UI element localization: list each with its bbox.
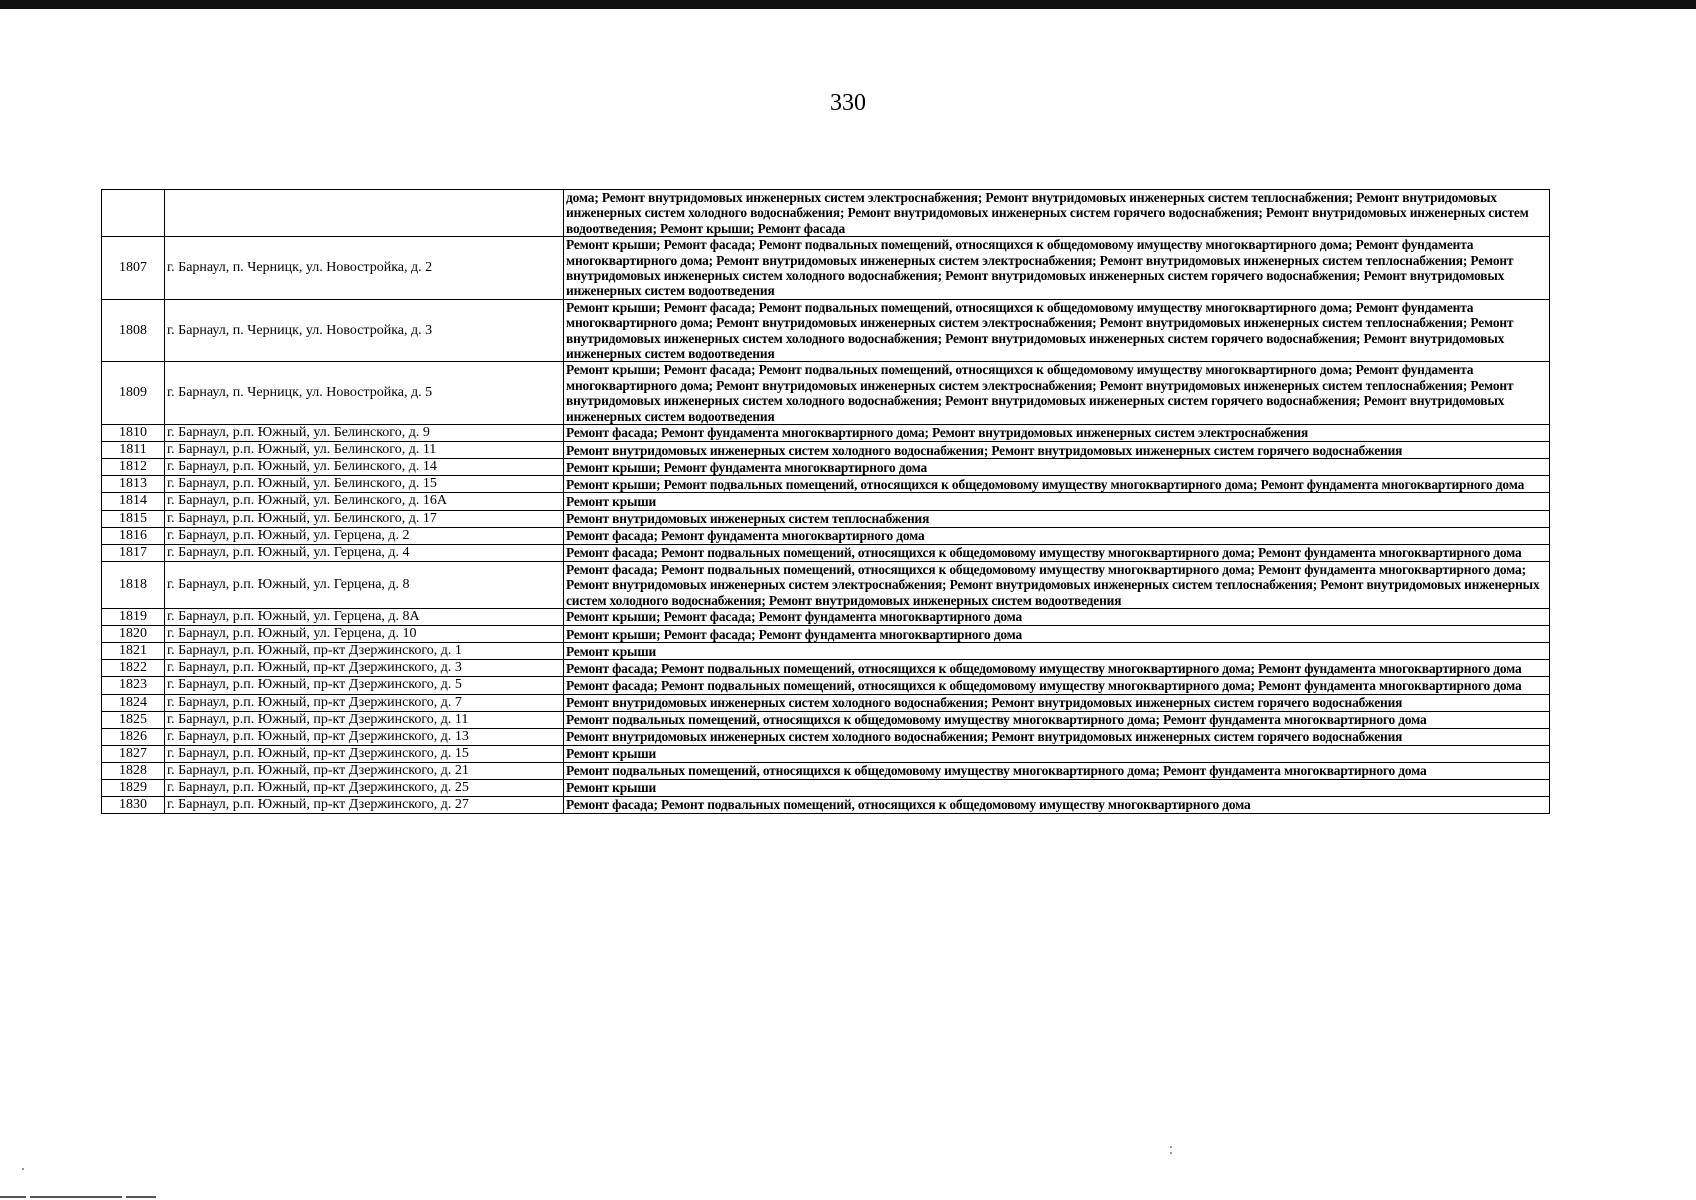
- works-cell: Ремонт фасада; Ремонт подвальных помещений, относящихся к общедомовому имуществу многоквартирного дома; Ремонт фундамента многоквартирного дома: [564, 660, 1550, 677]
- address-cell: г. Барнаул, п. Черницк, ул. Новостройка, д. 2: [165, 237, 564, 300]
- row-number-cell: 1820: [102, 626, 165, 643]
- row-number-cell: 1830: [102, 797, 165, 814]
- address-cell: г. Барнаул, р.п. Южный, ул. Герцена, д. 8А: [165, 609, 564, 626]
- row-number-cell: 1819: [102, 609, 165, 626]
- works-cell: Ремонт крыши; Ремонт фасада; Ремонт подвальных помещений, относящихся к общедомовому имуществу многоквартирного дома; Ремонт фундамента многоквартирного дома; Ремонт внутридомовых инженерных систем электроснабжения; Ремонт внутридомовых инженерных систем теплоснабжения; Ремонт внутридомовых инженерных систем холодного водоснабжения; Ремонт внутридомовых инженерных систем горячего водоснабжения; Ремонт внутридомовых инженерных систем водоотведения: [564, 362, 1550, 425]
- row-number-cell: 1812: [102, 459, 165, 476]
- table-row: [102, 626, 1550, 643]
- address-cell: г. Барнаул, р.п. Южный, ул. Герцена, д. 8: [165, 561, 564, 608]
- works-cell: Ремонт крыши; Ремонт фасада; Ремонт подвальных помещений, относящихся к общедомовому имуществу многоквартирного дома; Ремонт фундамента многоквартирного дома; Ремонт внутридомовых инженерных систем электроснабжения; Ремонт внутридомовых инженерных систем теплоснабжения; Ремонт внутридомовых инженерных систем холодного водоснабжения; Ремонт внутридомовых инженерных систем горячего водоснабжения; Ремонт внутридомовых инженерных систем водоотведения: [564, 299, 1550, 362]
- address-cell: г. Барнаул, р.п. Южный, пр-кт Дзержинского, д. 15: [165, 745, 564, 762]
- row-number-cell: 1816: [102, 527, 165, 544]
- address-cell: г. Барнаул, р.п. Южный, пр-кт Дзержинского, д. 7: [165, 694, 564, 711]
- scan-speck: [1170, 1146, 1172, 1148]
- address-cell: г. Барнаул, р.п. Южный, пр-кт Дзержинского, д. 3: [165, 660, 564, 677]
- table-row: [102, 561, 1550, 608]
- works-cell: Ремонт подвальных помещений, относящихся к общедомовому имуществу многоквартирного дома; Ремонт фундамента многоквартирного дома: [564, 762, 1550, 779]
- row-number-cell: 1821: [102, 643, 165, 660]
- scan-top-border: [0, 0, 1696, 9]
- works-cell: Ремонт фасада; Ремонт подвальных помещений, относящихся к общедомовому имуществу многоквартирного дома; Ремонт фундамента многоквартирного дома; Ремонт внутридомовых инженерных систем электроснабжения; Ремонт внутридомовых инженерных систем теплоснабжения; Ремонт внутридомовых инженерных систем холодного водоснабжения; Ремонт внутридомовых инженерных систем водоотведения: [564, 561, 1550, 608]
- row-number-cell: 1827: [102, 745, 165, 762]
- works-cell: Ремонт внутридомовых инженерных систем холодного водоснабжения; Ремонт внутридомовых инженерных систем горячего водоснабжения: [564, 728, 1550, 745]
- scan-artifact: [0, 1196, 26, 1198]
- row-number-cell: 1826: [102, 728, 165, 745]
- row-number-cell: 1818: [102, 561, 165, 608]
- table-row: [102, 728, 1550, 745]
- works-cell: Ремонт внутридомовых инженерных систем холодного водоснабжения; Ремонт внутридомовых инженерных систем горячего водоснабжения: [564, 694, 1550, 711]
- works-cell: Ремонт крыши: [564, 780, 1550, 797]
- address-cell: г. Барнаул, р.п. Южный, ул. Белинского, д. 15: [165, 476, 564, 493]
- address-cell: г. Барнаул, р.п. Южный, ул. Белинского, д. 9: [165, 425, 564, 442]
- address-cell: г. Барнаул, п. Черницк, ул. Новостройка, д. 5: [165, 362, 564, 425]
- row-number-cell: 1807: [102, 237, 165, 300]
- address-cell: г. Барнаул, р.п. Южный, пр-кт Дзержинского, д. 1: [165, 643, 564, 660]
- works-cell: Ремонт внутридомовых инженерных систем холодного водоснабжения; Ремонт внутридомовых инженерных систем горячего водоснабжения: [564, 442, 1550, 459]
- scan-speck: [22, 1168, 24, 1170]
- address-cell: г. Барнаул, р.п. Южный, пр-кт Дзержинского, д. 11: [165, 711, 564, 728]
- table-row: [102, 237, 1550, 300]
- address-cell: г. Барнаул, р.п. Южный, пр-кт Дзержинского, д. 5: [165, 677, 564, 694]
- table-row: [102, 544, 1550, 561]
- table-row: [102, 442, 1550, 459]
- address-cell: г. Барнаул, р.п. Южный, ул. Белинского, д. 11: [165, 442, 564, 459]
- works-cell: Ремонт крыши; Ремонт фундамента многоквартирного дома: [564, 459, 1550, 476]
- works-cell: Ремонт фасада; Ремонт подвальных помещений, относящихся к общедомовому имуществу многоквартирного дома: [564, 797, 1550, 814]
- row-number-cell: 1808: [102, 299, 165, 362]
- scan-artifact: [126, 1196, 156, 1198]
- address-cell: г. Барнаул, р.п. Южный, ул. Белинского, д. 14: [165, 459, 564, 476]
- works-cell: Ремонт крыши: [564, 643, 1550, 660]
- row-number-cell: 1811: [102, 442, 165, 459]
- table-row: [102, 459, 1550, 476]
- table-row: [102, 510, 1550, 527]
- row-number-cell: 1809: [102, 362, 165, 425]
- works-cell: Ремонт крыши; Ремонт фасада; Ремонт подвальных помещений, относящихся к общедомовому имуществу многоквартирного дома; Ремонт фундамента многоквартирного дома; Ремонт внутридомовых инженерных систем электроснабжения; Ремонт внутридомовых инженерных систем теплоснабжения; Ремонт внутридомовых инженерных систем холодного водоснабжения; Ремонт внутридомовых инженерных систем горячего водоснабжения; Ремонт внутридомовых инженерных систем водоотведения: [564, 237, 1550, 300]
- row-number-cell: 1813: [102, 476, 165, 493]
- table-row: [102, 643, 1550, 660]
- table-row: [102, 609, 1550, 626]
- address-cell: г. Барнаул, р.п. Южный, ул. Герцена, д. 10: [165, 626, 564, 643]
- table-row: [102, 780, 1550, 797]
- table-row: [102, 476, 1550, 493]
- works-cell: Ремонт фасада; Ремонт фундамента многоквартирного дома; Ремонт внутридомовых инженерных систем электроснабжения: [564, 425, 1550, 442]
- address-cell: г. Барнаул, р.п. Южный, ул. Белинского, д. 17: [165, 510, 564, 527]
- row-number-cell: 1828: [102, 762, 165, 779]
- address-cell: г. Барнаул, п. Черницк, ул. Новостройка, д. 3: [165, 299, 564, 362]
- scan-artifact: [30, 1196, 122, 1198]
- works-cell: Ремонт крыши: [564, 493, 1550, 510]
- address-cell: [165, 190, 564, 237]
- address-cell: г. Барнаул, р.п. Южный, пр-кт Дзержинского, д. 13: [165, 728, 564, 745]
- works-cell: Ремонт фасада; Ремонт подвальных помещений, относящихся к общедомовому имуществу многоквартирного дома; Ремонт фундамента многоквартирного дома: [564, 544, 1550, 561]
- table-row: [102, 299, 1550, 362]
- address-cell: г. Барнаул, р.п. Южный, ул. Герцена, д. 4: [165, 544, 564, 561]
- works-cell: Ремонт фасада; Ремонт фундамента многоквартирного дома: [564, 527, 1550, 544]
- address-cell: г. Барнаул, р.п. Южный, ул. Герцена, д. 2: [165, 527, 564, 544]
- table-row: [102, 660, 1550, 677]
- works-cell: Ремонт подвальных помещений, относящихся к общедомовому имуществу многоквартирного дома; Ремонт фундамента многоквартирного дома: [564, 711, 1550, 728]
- scan-speck: [1170, 1152, 1172, 1154]
- works-cell: Ремонт крыши; Ремонт подвальных помещений, относящихся к общедомовому имуществу многоквартирного дома; Ремонт фундамента многоквартирного дома: [564, 476, 1550, 493]
- table-row: [102, 527, 1550, 544]
- table-row: [102, 677, 1550, 694]
- repair-registry-table: [101, 189, 1550, 814]
- row-number-cell: 1817: [102, 544, 165, 561]
- works-cell: Ремонт крыши; Ремонт фасада; Ремонт фундамента многоквартирного дома: [564, 609, 1550, 626]
- table-row: [102, 190, 1550, 237]
- works-cell: Ремонт внутридомовых инженерных систем теплоснабжения: [564, 510, 1550, 527]
- table-row: [102, 797, 1550, 814]
- table-body: [102, 190, 1550, 814]
- row-number-cell: 1829: [102, 780, 165, 797]
- address-cell: г. Барнаул, р.п. Южный, пр-кт Дзержинского, д. 21: [165, 762, 564, 779]
- works-cell: дома; Ремонт внутридомовых инженерных систем электроснабжения; Ремонт внутридомовых инженерных систем теплоснабжения; Ремонт внутридомовых инженерных систем холодного водоснабжения; Ремонт внутридомовых инженерных систем горячего водоснабжения; Ремонт внутридомовых инженерных систем водоотведения; Ремонт крыши; Ремонт фасада: [564, 190, 1550, 237]
- table-row: [102, 694, 1550, 711]
- row-number-cell: [102, 190, 165, 237]
- address-cell: г. Барнаул, р.п. Южный, пр-кт Дзержинского, д. 25: [165, 780, 564, 797]
- row-number-cell: 1810: [102, 425, 165, 442]
- table-row: [102, 362, 1550, 425]
- row-number-cell: 1824: [102, 694, 165, 711]
- table-row: [102, 762, 1550, 779]
- address-cell: г. Барнаул, р.п. Южный, пр-кт Дзержинского, д. 27: [165, 797, 564, 814]
- works-cell: Ремонт фасада; Ремонт подвальных помещений, относящихся к общедомовому имуществу многоквартирного дома; Ремонт фундамента многоквартирного дома: [564, 677, 1550, 694]
- row-number-cell: 1822: [102, 660, 165, 677]
- address-cell: г. Барнаул, р.п. Южный, ул. Белинского, д. 16А: [165, 493, 564, 510]
- works-cell: Ремонт крыши: [564, 745, 1550, 762]
- row-number-cell: 1823: [102, 677, 165, 694]
- table-row: [102, 711, 1550, 728]
- table-row: [102, 493, 1550, 510]
- page-number: 330: [830, 90, 866, 116]
- row-number-cell: 1815: [102, 510, 165, 527]
- works-cell: Ремонт крыши; Ремонт фасада; Ремонт фундамента многоквартирного дома: [564, 626, 1550, 643]
- table-row: [102, 745, 1550, 762]
- table-row: [102, 425, 1550, 442]
- row-number-cell: 1825: [102, 711, 165, 728]
- row-number-cell: 1814: [102, 493, 165, 510]
